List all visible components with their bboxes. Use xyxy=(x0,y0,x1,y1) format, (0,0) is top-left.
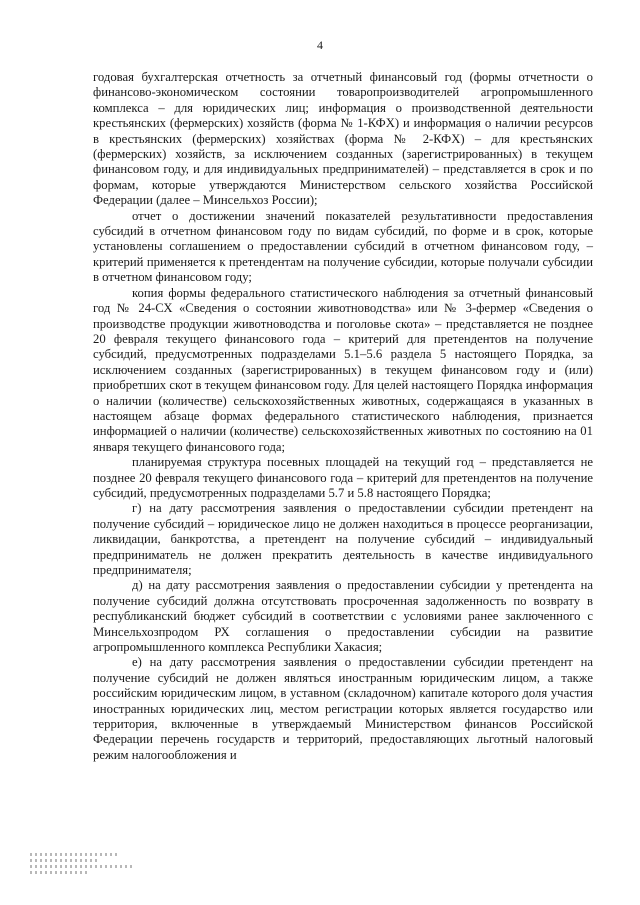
paragraph-item-g: г) на дату рассмотрения заявления о предоставлении субсидии претендент на получение субсидий – юридическое лицо не должен находиться в процессе реорганизации, ликвидации, банкротства, а претендент на получение субсидий – индивидуальный предприниматель не должен прекратить деятельность в качестве индивидуального предпринимателя; xyxy=(93,501,593,577)
document-body xyxy=(93,70,593,763)
page-number: 4 xyxy=(317,38,323,52)
paragraph-statistical-form: копия формы федерального статистического наблюдения за отчетный финансовый год № 24-СХ «Сведения о состоянии животноводства» или № 3-фермер «Сведения о производстве продукции животноводства и поголовье скота» – представляется не позднее 20 февраля текущего финансового года – критерий для претендентов на получение субсидий, предусмотренных подразделами 5.1–5.6 раздела 5 настоящего Порядка, за исключением созданных (зарегистрированных) в текущем финансовом году и (или) приобретших скот в текущем финансовом году. Для целей настоящего Порядка информация о наличии (количестве) сельскохозяйственных животных, содержащаяся в указанных в настоящем абзаце формах федерального статистического наблюдения, признается информацией о наличии (количестве) сельскохозяйственных животных по состоянию на 01 января текущего финансового года; xyxy=(93,285,593,454)
paragraph-item-d: д) на дату рассмотрения заявления о предоставлении субсидии у претендента на получение субсидий должна отсутствовать просроченная задолженность по возврату в республиканский бюджет субсидий в соответствии с условиями ранее заключенного с Минсельхозпродом РХ соглашения о предоставлении субсидии на развитие агропромышленного комплекса Республики Хакасия; xyxy=(93,578,593,655)
paragraph-annual-accounting: годовая бухгалтерская отчетность за отчетный финансовый год (формы отчетности о финансово-экономическом состоянии товаропроизводителей агропромышленного комплекса – для юридических лиц; информация о производственной деятельности крестьянских (фермерских) хозяйств (форма № 1-КФХ) и информация о наличии ресурсов в крестьянских (фермерских) хозяйствах (форма № 2-КФХ) – для крестьянских (фермерских) хозяйств, за исключением созданных (зарегистрированных) в текущем финансовом году, и для индивидуальных предпринимателей) – представляется в срок и по формам, которые утверждаются Министерством сельского хозяйства Российской Федерации (далее – Минсельхоз России); xyxy=(93,70,593,208)
paragraph-performance-report: отчет о достижении значений показателей результативности предоставления субсидий в отчетном финансовом году по видам субсидий, по форме и в срок, которые установлены соглашением о предоставлении субсидий в отчетном финансовом году, – критерий применяется к претендентам на получение субсидии, которые получали субсидии в отчетном финансовом году; xyxy=(93,208,593,285)
paragraph-sown-area-plan: планируемая структура посевных площадей на текущий год – представляется не позднее 20 февраля текущего финансового года – критерий для претендентов на получение субсидий, предусмотренных подразделами 5.7 и 5.8 настоящего Порядка; xyxy=(93,455,593,500)
paragraph-item-e: е) на дату рассмотрения заявления о предоставлении субсидии претендент на получение субсидий не должен являться иностранным юридическим лицом, а также российским юридическим лицом, в уставном (складочном) капитале которого доля участия иностранных юридических лиц, местом регистрации которых является государство или территория, включенные в утверждаемый Министерством финансов Российской Федерации перечень государств и территорий, предоставляющих льготный налоговый режим налогообложения и xyxy=(93,655,593,762)
registration-stamp xyxy=(30,850,140,890)
